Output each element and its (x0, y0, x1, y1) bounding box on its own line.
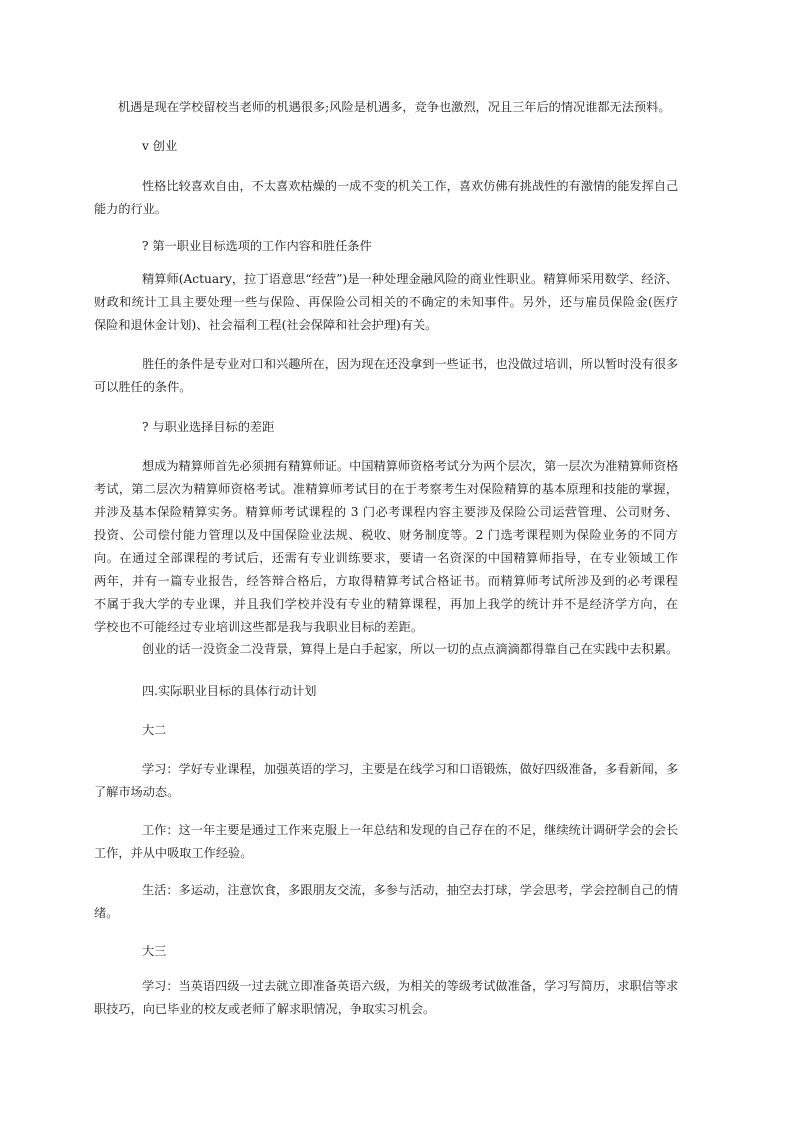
text-line: 创业的话一没资金二没背景，算得上是白手起家，所以一切的点点滴滴都得靠自己在实践中去积累。 (142, 642, 679, 656)
text-line: 工作，并从中吸取工作经验。 (94, 846, 253, 860)
text-line: 两年，并有一篇专业报告，经答辩合格后，方取得精算考试合格证书。而精算师考试所涉及到的必考课程 (94, 574, 678, 588)
text-line: ? 与职业选择目标的差距 (142, 420, 275, 434)
paragraph-opportunity-risk (118, 96, 678, 119)
text-line: 投资、公司偿付能力管理以及中国保险业法规、税收、财务制度等。2 门选考课程则为保险业务的不同方 (94, 528, 678, 542)
heading-action-plan (118, 680, 678, 703)
paragraph-sophomore-life (94, 879, 679, 925)
text-line: 绪。 (94, 906, 119, 920)
text-line: 性格比较喜欢自由，不太喜欢枯燥的一成不变的机关工作，喜欢仿佛有挑战性的有激情的能发挥自己 (142, 179, 679, 193)
text-line: 可以胜任的条件。 (94, 380, 192, 394)
text-line: 并涉及基本保险精算实务。精算师考试课程的 3 门必考课程内容主要涉及保险公司运营管理、公司财务、 (94, 505, 678, 519)
text-line: 胜任的条件是专业对口和兴趣所在，因为现在还没拿到一些证书，也没做过培训，所以暂时没有很多 (142, 357, 679, 371)
text-line: 保险和退休金计划)、社会福利工程(社会保障和社会护理)有关。 (94, 318, 438, 332)
text-line: 学习：当英语四级一过去就立即准备英语六级，为相关的等级考试做准备，学习写简历，求职信等求 (142, 979, 679, 993)
text-line: 大二 (142, 723, 167, 737)
heading-sophomore (118, 719, 678, 742)
paragraph-junior-study (94, 975, 679, 1021)
paragraph-personality (94, 175, 679, 221)
text-line: 大三 (142, 944, 167, 958)
text-line: 学校也不可能经过专业培训这些都是我与我职业目标的差距。 (94, 620, 424, 634)
text-line: ? 第一职业目标选项的工作内容和胜任条件 (142, 239, 372, 253)
paragraph-startup (118, 638, 678, 661)
text-line: 生活：多运动，注意饮食，多跟朋友交流，多参与活动，抽空去打球，学会思考，学会控制自己的情 (142, 883, 679, 897)
text-line: 精算师(Actuary，拉丁语意思“经营”)是一种处理金融风险的商业性职业。精算师采用数学、经济、 (142, 272, 678, 286)
text-line: 学习：学好专业课程，加强英语的学习，主要是在线学习和口语锻炼，做好四级准备，多看新闻，多 (142, 762, 679, 776)
text-line: 考试，第二层次为精算师资格考试。准精算师考试目的在于考察考生对保险精算的基本原理和技能的掌握， (94, 482, 678, 496)
text-line: 四.实际职业目标的具体行动计划 (142, 684, 317, 698)
text-line: 想成为精算师首先必须拥有精算师证。中国精算师资格考试分为两个层次，第一层次为准精算师资格 (142, 459, 679, 473)
text-line: 了解市场动态。 (94, 785, 180, 799)
text-line: 工作：这一年主要是通过工作来克服上一年总结和发现的自己存在的不足，继续统计调研学会的会长 (142, 823, 679, 837)
heading-junior (118, 940, 678, 963)
heading-gap (118, 416, 678, 439)
paragraph-actuary (94, 268, 678, 337)
text-line: 向。在通过全部课程的考试后，还需有专业训练要求，要请一名资深的中国精算师指导，在专业领域工作 (94, 551, 678, 565)
text-line: 不属于我大学的专业课，并且我们学校并没有专业的精算课程，再加上我学的统计并不是经济学方向，在 (94, 597, 678, 611)
text-line: 职技巧，向已毕业的校友或老师了解求职情况，争取实习机会。 (94, 1002, 436, 1016)
text-line: 机遇是现在学校留校当老师的机遇很多;风险是机遇多，竞争也激烈，况且三年后的情况谁都无法预料。 (118, 100, 671, 114)
heading-job-content (118, 235, 678, 258)
paragraph-qualification (94, 353, 679, 399)
text-line: 财政和统计工具主要处理一些与保险、再保险公司相关的不确定的未知事件。另外，还与雇员保险金(医疗 (94, 295, 678, 309)
paragraph-actuary-exam (94, 455, 679, 639)
paragraph-sophomore-study (94, 758, 679, 804)
heading-entrepreneurship (118, 135, 678, 158)
paragraph-sophomore-work (94, 819, 679, 865)
text-line: 能力的行业。 (94, 202, 168, 216)
text-line: v 创业 (142, 139, 178, 153)
